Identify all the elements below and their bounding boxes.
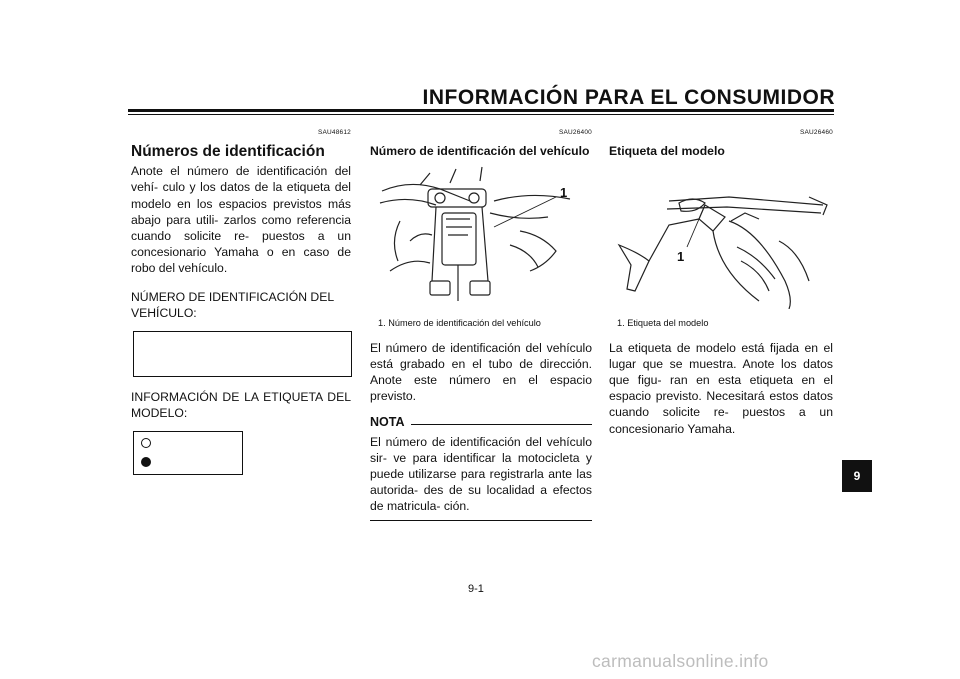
model-label-entry-box — [133, 431, 243, 475]
model-label: INFORMACIÓN DE LA ETIQUETA DEL MODELO: — [131, 390, 351, 421]
section-code: SAU26460 — [799, 129, 833, 136]
figure-callout-number: 1 — [560, 185, 568, 201]
section-code: SAU48612 — [317, 129, 351, 136]
body-paragraph: La etiqueta de modelo está fijada en el lugar que se muestra. Anote los datos que figu- ran en esta etiqueta en el espacio previsto. Necesitará estos datos cuando solicite re- puestos a un concesionario Yamaha. — [609, 340, 833, 436]
steering-head-drawing — [370, 161, 592, 309]
figure-caption: 1. Etiqueta del modelo — [617, 318, 709, 329]
note-rule — [411, 424, 593, 425]
column-identification-numbers — [131, 122, 351, 475]
subsection-heading: Etiqueta del modelo — [609, 144, 725, 159]
section-code: SAU26400 — [558, 129, 592, 136]
subsection-heading: Número de identificación del vehículo — [370, 144, 590, 159]
watermark-text: carmanualsonline.info — [592, 651, 769, 671]
body-paragraph: El número de identificación del vehículo está grabado en el tubo de dirección. Anote este número en el espacio previsto. — [370, 340, 592, 404]
page-number: 9-1 — [468, 583, 484, 595]
chapter-tab: 9 — [842, 460, 872, 492]
figure-caption: 1. Número de identificación del vehículo — [378, 318, 541, 329]
vin-label: NÚMERO DE IDENTIFICACIÓN DEL VEHÍCULO: — [131, 289, 334, 320]
note-body: El número de identificación del vehículo sir- ve para identificar la motocicleta y puede utilizarse para registrarla ante las autorida- des de su localidad a efectos de matricula- ción. — [370, 434, 592, 514]
note-title: NOTA — [370, 415, 405, 430]
intro-paragraph: Anote el número de identificación del vehí- culo y los datos de la etiqueta del modelo en los espacios previstos más abajo para utili- zarlos como referencia cuando solicite re- puestos a un concesionario Yamaha o en caso de robo del vehículo. — [131, 164, 351, 276]
rear-frame-drawing — [609, 161, 833, 309]
vin-entry-box — [133, 331, 352, 377]
column-model-label — [609, 122, 833, 437]
section-heading: Números de identificación — [131, 143, 325, 161]
steering-head-illustration — [370, 161, 592, 309]
filled-circle-icon — [141, 457, 151, 467]
note-header — [370, 414, 592, 430]
open-circle-icon — [141, 438, 151, 448]
header-rule-thin — [128, 114, 834, 115]
model-label-illustration — [609, 161, 833, 309]
note-end-rule — [370, 520, 592, 521]
column-vehicle-id-number — [370, 122, 592, 521]
figure-callout-number: 1 — [677, 249, 685, 265]
page-header-title: INFORMACIÓN PARA EL CONSUMIDOR — [422, 86, 835, 109]
header-rule-thick — [128, 109, 834, 112]
